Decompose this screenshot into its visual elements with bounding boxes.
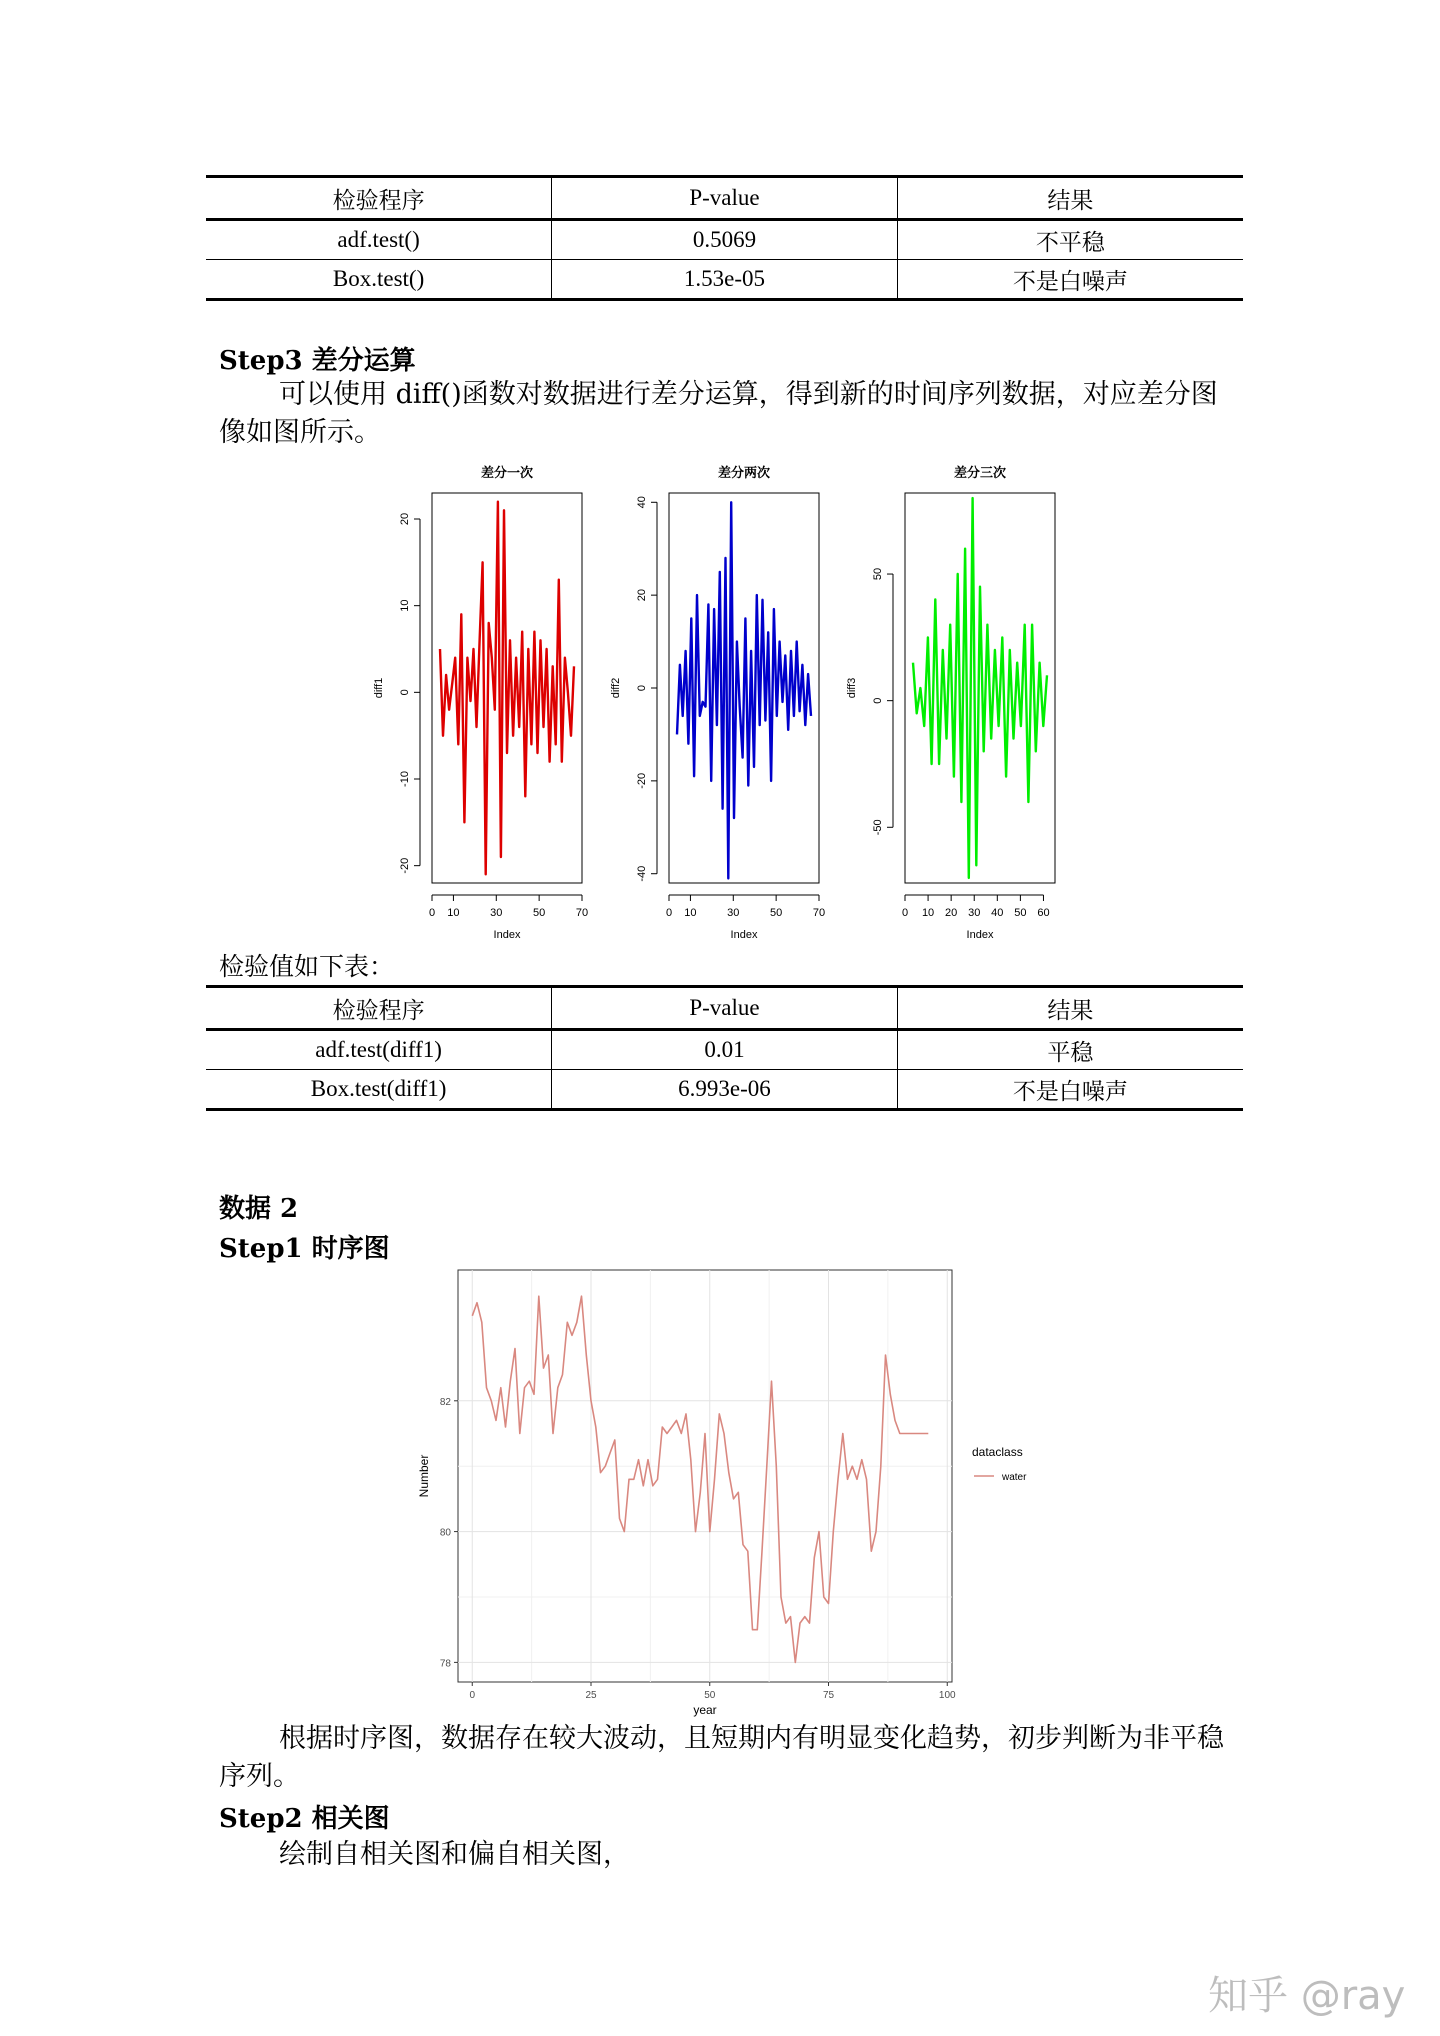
table-header-cell: P-value bbox=[552, 987, 898, 1030]
x-tick-label: 50 bbox=[770, 907, 783, 919]
step1-heading: Step1 时序图 bbox=[219, 1234, 390, 1264]
table-row bbox=[206, 220, 1243, 260]
x-tick-label: 60 bbox=[1037, 907, 1050, 919]
legend-title: dataclass bbox=[972, 1445, 1023, 1459]
y-tick-label: 20 bbox=[636, 589, 648, 602]
watermark: 知乎 @ray bbox=[1208, 1973, 1406, 2019]
y-tick-label: 82 bbox=[439, 1396, 451, 1408]
time-series-chart bbox=[410, 1262, 1070, 1722]
table-cell: adf.test() bbox=[206, 220, 552, 260]
x-tick-label: 30 bbox=[490, 907, 503, 919]
table-cell: Box.test() bbox=[206, 260, 552, 300]
x-tick-label: 0 bbox=[901, 907, 909, 919]
series-line bbox=[677, 502, 811, 878]
series-line bbox=[913, 498, 1047, 878]
y-axis-label: Number bbox=[417, 1454, 431, 1498]
y-tick-label: -50 bbox=[872, 819, 884, 836]
step3-paragraph: 可以使用 diff()函数对数据进行差分运算，得到新的时间序列数据，对应差分图像如图所示。 bbox=[219, 379, 1218, 448]
table-cell: 不是白噪声 bbox=[897, 1070, 1243, 1110]
x-tick-label: 30 bbox=[727, 907, 740, 919]
table-header-cell: 检验程序 bbox=[206, 987, 552, 1030]
x-tick-label: 30 bbox=[968, 907, 981, 919]
x-tick-label: 10 bbox=[684, 907, 697, 919]
table-cell: 0.5069 bbox=[552, 220, 898, 260]
table-cell: 1.53e-05 bbox=[552, 260, 898, 300]
y-tick-label: -20 bbox=[399, 857, 411, 874]
x-tick-label: 50 bbox=[533, 907, 546, 919]
x-tick-label: 0 bbox=[469, 1690, 476, 1701]
y-tick-label: 20 bbox=[399, 512, 411, 526]
x-axis-label: Index bbox=[966, 929, 994, 941]
chart-title: 差分一次 bbox=[480, 465, 534, 480]
x-tick-label: 50 bbox=[704, 1690, 716, 1701]
table-row bbox=[206, 1070, 1243, 1110]
y-tick-label: 0 bbox=[872, 697, 884, 704]
x-tick-label: 40 bbox=[991, 907, 1004, 919]
x-tick-label: 10 bbox=[921, 907, 935, 919]
y-tick-label: 78 bbox=[439, 1658, 451, 1670]
step3-heading: Step3 差分运算 bbox=[219, 346, 416, 376]
y-tick-label: 10 bbox=[399, 599, 411, 612]
table-row bbox=[206, 260, 1243, 300]
table-cell: 不是白噪声 bbox=[897, 260, 1243, 300]
x-tick-label: 75 bbox=[822, 1690, 835, 1701]
table-header-row bbox=[206, 177, 1243, 220]
step2-paragraph: 绘制自相关图和偏自相关图， bbox=[279, 1839, 630, 1870]
data2-heading: 数据 2 bbox=[219, 1194, 299, 1224]
legend-label: water bbox=[1002, 1472, 1027, 1483]
diff2-chart bbox=[610, 465, 825, 941]
x-tick-label: 20 bbox=[945, 907, 958, 919]
diff-charts bbox=[370, 455, 1090, 945]
x-tick-label: 25 bbox=[585, 1690, 597, 1701]
y-tick-label: 0 bbox=[399, 689, 411, 696]
x-tick-label: 0 bbox=[428, 907, 436, 919]
table-row bbox=[206, 1030, 1243, 1070]
y-tick-label: 80 bbox=[439, 1527, 451, 1539]
table-1 bbox=[206, 175, 1243, 301]
table-cell: adf.test(diff1) bbox=[206, 1030, 552, 1070]
y-tick-label: -20 bbox=[636, 772, 648, 789]
y-axis-label: diff1 bbox=[373, 677, 385, 699]
table2-caption: 检验值如下表： bbox=[219, 952, 395, 981]
diff1-chart bbox=[373, 465, 588, 941]
table-cell: 6.993e-06 bbox=[552, 1070, 898, 1110]
chart-title: 差分三次 bbox=[953, 465, 1007, 480]
y-tick-label: -10 bbox=[399, 771, 411, 787]
x-axis-label: year bbox=[693, 1703, 717, 1717]
table-2 bbox=[206, 985, 1243, 1111]
y-tick-label: 50 bbox=[872, 567, 884, 581]
x-tick-label: 70 bbox=[812, 907, 826, 919]
table-header-cell: P-value bbox=[552, 177, 898, 220]
x-axis-label: Index bbox=[730, 929, 758, 941]
y-tick-label: 0 bbox=[636, 684, 648, 692]
table-cell: 不平稳 bbox=[897, 220, 1243, 260]
x-tick-label: 0 bbox=[665, 907, 673, 919]
y-axis-label: diff2 bbox=[610, 677, 622, 699]
table-header-cell: 检验程序 bbox=[206, 177, 552, 220]
plot-frame bbox=[905, 493, 1055, 883]
y-tick-label: 40 bbox=[636, 496, 648, 509]
table-cell: 平稳 bbox=[897, 1030, 1243, 1070]
y-tick-label: -40 bbox=[636, 865, 648, 882]
x-axis-label: Index bbox=[493, 929, 521, 941]
step2-heading: Step2 相关图 bbox=[219, 1804, 390, 1834]
chart-title: 差分两次 bbox=[717, 465, 771, 480]
x-tick-label: 50 bbox=[1014, 907, 1027, 919]
table-cell: 0.01 bbox=[552, 1030, 898, 1070]
table-cell: Box.test(diff1) bbox=[206, 1070, 552, 1110]
x-tick-label: 70 bbox=[575, 907, 589, 919]
series-line bbox=[440, 502, 574, 875]
x-tick-label: 100 bbox=[938, 1690, 956, 1701]
plot-conclusion-paragraph: 根据时序图，数据存在较大波动，且短期内有明显变化趋势，初步判断为非平稳序列。 bbox=[219, 1723, 1224, 1792]
table-header-cell: 结果 bbox=[897, 987, 1243, 1030]
y-axis-label: diff3 bbox=[846, 677, 858, 699]
diff3-chart bbox=[846, 465, 1055, 941]
table-header-row bbox=[206, 987, 1243, 1030]
table-header-cell: 结果 bbox=[897, 177, 1243, 220]
x-tick-label: 10 bbox=[447, 907, 460, 919]
